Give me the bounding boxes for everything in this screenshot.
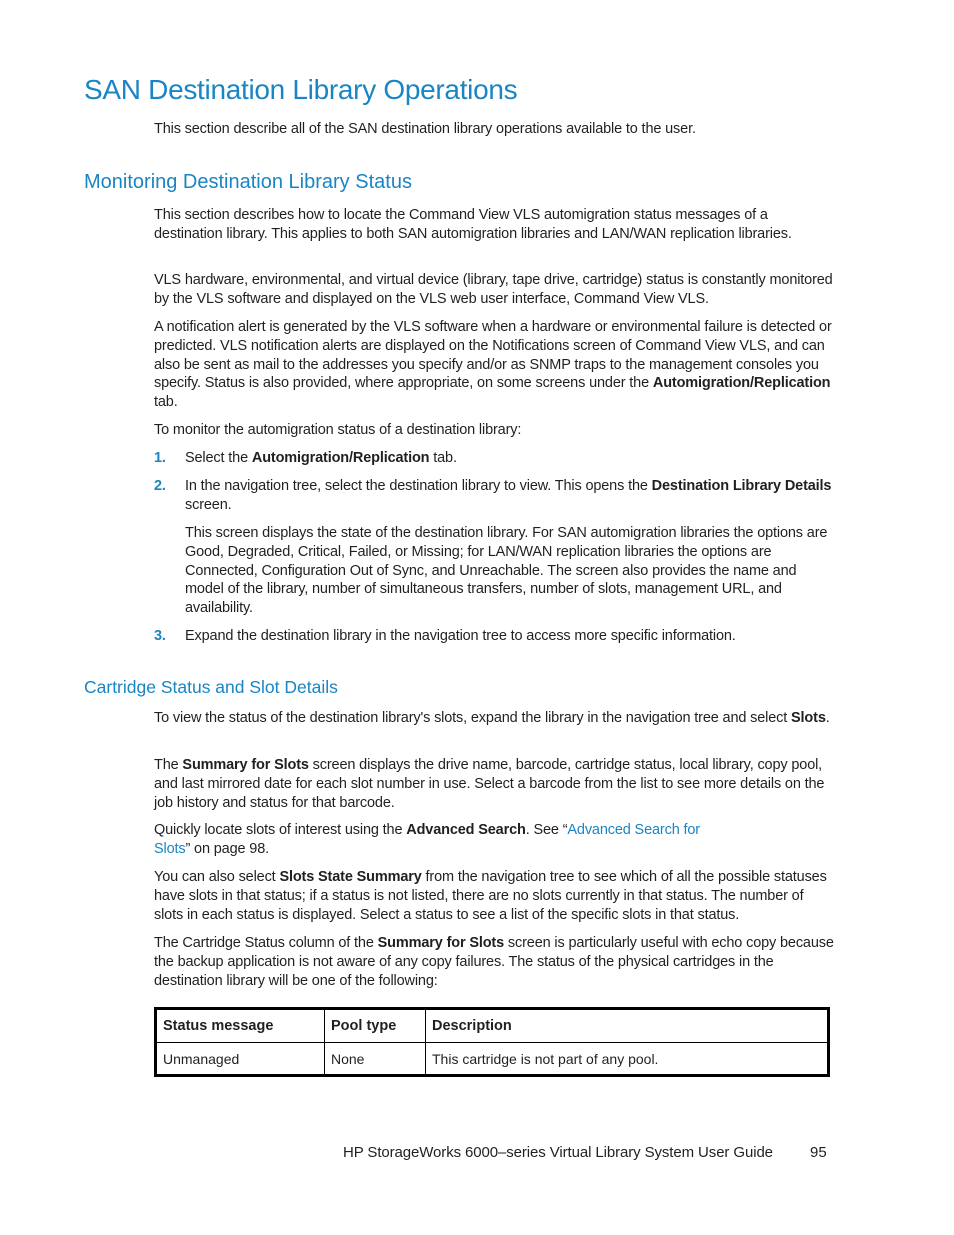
table-cell: This cartridge is not part of any pool. — [432, 1050, 659, 1067]
text-run: . — [825, 710, 830, 726]
advanced-search-link-cont[interactable]: Slots — [154, 840, 186, 857]
section-heading-monitoring: Monitoring Destination Library Status — [84, 171, 412, 193]
text-run: The — [154, 757, 183, 773]
step-text — [185, 477, 835, 515]
monitoring-paragraph-2: VLS hardware, environmental, and virtual device (library, tape drive, cartridge) status is constantly monitored by the VLS software and displayed on the VLS web user interface, Command View VLS. — [154, 272, 833, 307]
text-run: Quickly locate slots of interest using the — [154, 822, 407, 838]
text-run: screen is particularly useful with echo copy because the backup application is not aware of any copy failures. The status of the physical cartridges in the destination library will be one of the following: — [154, 935, 834, 989]
text-run: To view the status of the destination library's slots, expand the library in the navigation tree and select — [154, 710, 792, 726]
column-header-description: Description — [426, 1009, 829, 1043]
bold-run: Summary for Slots — [182, 757, 309, 773]
text-run: screen. — [185, 496, 232, 513]
monitoring-paragraph-4: To monitor the automigration status of a destination library: — [154, 422, 522, 438]
table-row — [156, 1043, 829, 1076]
cartridge-paragraph-3 — [154, 821, 834, 859]
step-number: 3. — [154, 628, 166, 644]
advanced-search-link[interactable]: Advanced Search for — [567, 822, 700, 838]
text-run: A notification alert is generated by the VLS software when a hardware or environmental failure is detected or predicted. VLS notification alerts are displayed on the Notifications screen of Command View VLS, and can also be sent as mail to the addresses you specify and/or as SNMP traps to the management consoles you specify. Status is also provided, where appropriate, on some screens under the — [154, 319, 832, 392]
bold-run: Automigration/Replication — [251, 450, 430, 466]
text-run: You can also select — [154, 869, 280, 885]
cartridge-paragraph-5 — [154, 934, 834, 990]
text-run: from the navigation tree to see which of all the possible statuses have slots in that status; if a status is not listed, there are no slots currently in that status. The number of slots in each status is displayed. Select a status to see a list of the specific slots in that status. — [154, 869, 827, 923]
section-heading-cartridge: Cartridge Status and Slot Details — [84, 677, 338, 697]
text-run: The Cartridge Status column of the — [154, 935, 378, 951]
text-run: Select the — [185, 450, 252, 466]
text-run: . See “ — [525, 822, 568, 838]
step-number: 1. — [154, 450, 166, 466]
cartridge-paragraph-4 — [154, 868, 834, 924]
table-header-row — [156, 1009, 829, 1043]
bold-run: Automigration/Replication — [652, 375, 831, 392]
text-run: ” on page 98. — [185, 840, 270, 857]
monitoring-paragraph-1: This section describes how to locate the Command View VLS automigration status messages of a destination library. This applies to both SAN automigration libraries and LAN/WAN replication libraries. — [154, 207, 792, 242]
column-header-pool-type: Pool type — [325, 1009, 426, 1043]
footer-title: HP StorageWorks 6000–series Virtual Library System User Guide — [343, 1144, 773, 1161]
monitoring-paragraph-3 — [154, 318, 834, 412]
column-header-status: Status message — [156, 1009, 325, 1043]
page-title: SAN Destination Library Operations — [84, 74, 518, 105]
text-run: In the navigation tree, select the destination library to view. This opens the — [185, 478, 652, 494]
cartridge-paragraph-2 — [154, 756, 834, 812]
bold-run: Slots — [791, 710, 826, 726]
table-cell: Unmanaged — [156, 1043, 325, 1076]
status-table — [154, 1007, 830, 1077]
bold-run: Advanced Search — [406, 822, 526, 838]
text-run: tab. — [154, 394, 178, 411]
bold-run: Summary for Slots — [377, 935, 505, 951]
intro-paragraph: This section describe all of the SAN destination library operations available to the user. — [154, 121, 696, 137]
step-2-detail: This screen displays the state of the destination library. For SAN automigration libraries the options are Good, Degraded, Critical, Failed, or Missing; for LAN/WAN replication libraries the options are Connected, Configuration Out of Sync, and Unreachable. The screen also provides the name and model of the library, number of simultaneous transfers, number of slots, management URL, and availability. — [185, 525, 828, 617]
step-text: Expand the destination library in the navigation tree to access more specific information. — [185, 628, 736, 644]
step-number: 2. — [154, 478, 166, 494]
page-number: 95 — [810, 1144, 827, 1161]
table-cell: None — [325, 1043, 426, 1076]
step-text — [185, 449, 835, 468]
cartridge-paragraph-1 — [154, 709, 834, 728]
text-run: screen displays the drive name, barcode, cartridge status, local library, copy pool, and last mirrored date for each slot number in use. Select a barcode from the list to see more details on the job history and status for that barcode. — [154, 757, 825, 811]
text-run: tab. — [429, 450, 457, 466]
bold-run: Slots State Summary — [279, 869, 422, 885]
bold-run: Destination Library Details — [651, 478, 832, 494]
